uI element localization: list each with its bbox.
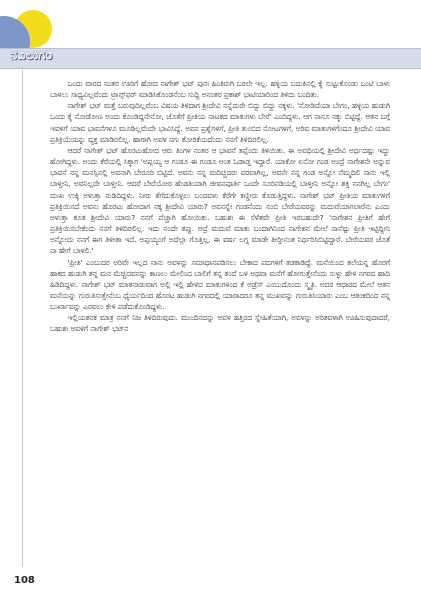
paragraph: ಆದರೆ ನಾಗೇಶ್ ಭಟ್ ಹೊರಟುಹೋದ ಆರು ತಿಂಗಳ ನಂತರ ಆ ಭಾವನೆ ತಪ್ಪೆಂದು ತಿಳಿಯಿತು. ಈ ಅವಧಿಯಲ್ಲಿ ಶ್ರೀದೇವಿ ಅರ್ಧದಷ್ಟು ಇದ್ದು ಹೋಗಿದ್ದಳು. ಅಂದು ಕೆರೆಯಲ್ಲಿ ಸಿಕ್ಕಾಗ 'ಅಪ್ಪಯ್ಯ ಆ ಗಂಡೂ ಈ ಗಂಡೂ ಅಂತ ಓಡಾಡ್ತ ಇದ್ದಾರೆ. ಯಾಕೋ ಏನೋ ಗಂಡ ಅಂದ್ರೆ ನಾಗೇಶನೇ ಅನ್ನುವ ಭಾವನೆ ನನ್ನ ಮನಸ್ಸಿನಲ್ಲಿ ಅವನಾಗಿ ಬೇರೂರಿ ಬಿಟ್ಟಿದೆ. ಅವನು ನನ್ನ ಮದಿಚ್ಚಿದರು ಪರವಾಗಿಲ್ಲ, ಅವನೇ ನನ್ನ ಗಂಡ ಅನ್ನೋ ನೆಮ್ಮದಿಲಿ ನಾನು ಇಲ್ಲಿ ಬಾಳ್ತೀನಿ, ಅವನಿಲ್ಲದೇ ಬಾಳ್ತೀನಿ. ಆದರೆ ಬೇರೆಯೋರ ಹೆಂಡತಿಯಾಗಿ ಜೀವನಪೂರ್ತಿ ಒಂದೇ ಸೂರಿನಡಿಯಲ್ಲಿ ಬಾಳ್ತೀನಿ ಅನ್ನೋ ಶಕ್ತಿ ನನಗಿಲ್ಲ ಬೇಗಂ' ದುಃಖ ಉಕ್ಕಿ ಅಳುತ್ತಾ ನುಡಿದಿದ್ದಳು. ನೀರು ತೆಗೆದುಕೊಳ್ಳಲು ಬಂದವಳು ಕೆರೆಗೇ ಕಣ್ಣೀರು ಕೊಡುತ್ತಿದ್ದಳು. ನಾಗೇಶ್ ಭಟ್ ಪ್ರೀತಿಯ ಮಾತುಗಳಿಗೆ ಪ್ರತಿಕ್ರಿಯಿಸದೆ ಅವನು ಹೊರಟು ಹೋದಾಗ ನಕ್ಕ ಶ್ರೀದೇವಿ ಯಾರು? ಅವನನ್ನೇ ಗಂಡನೆಂದು ನಂಬಿ ಬೇರೆಯವರನ್ನು ಮದುವೆಯಾಗಲಾರೆನು ಎಂದು ಅಳುತ್ತಾ ಕೂತ ಶ್ರೀದೇವಿ ಯಾರು? ನನಗೆ ಪೆಚ್ಚಾಗಿ ಹೋಯಿತು. ಬಹುಶಃ ಈ ಸೆಳೆತವೇ ಪ್ರೀತಿ ಇರಬಹುದೇ? 'ನಾಗೇಶನ ಪ್ರೀತಿಗೆ ಹೇಗೆ ಪ್ರತಿಕ್ರಿಯಿಸಬೇಕೆಂದು ನನಗೆ ತಿಳಿದಿರಲಿಲ್ಲ. ಇದು ನಂದೇ ತಪ್ಪು. ಅದ್ರೆ ಮದುವೆ ಮಾತು ಬಂದಾಗಿನಿಂದ ನಾಗೇಶನ ಮೇಲೆ ನಾನೆಷ್ಟು ಪ್ರೀತಿ ಇಟ್ಟಿದ್ದೀನಿ ಅನ್ನೋದು ನನಗೆ ಈಗ ತಿಳೀತಾ ಇದೆ. ಅಪ್ಪಯ್ಯಂಗೆ ಅದೆಲ್ಲಾ ಗೊತ್ತಿಲ್ಲ. ಈ ವರ್ಷ ಲಗ್ನ ಮಾಡೇ ತೀರ್‍ತೀನಂತ ನಿರ್ಧರಿಸಿಬಿಟ್ಟಿದ್ದಾರೆ. ಬೇರೆಯವರ ಜೊತೆ ನಾ ಹೇಗೆ ಬಾಳಲಿ.': [50, 145, 390, 256]
page-number: 108: [14, 575, 35, 586]
paragraph: ಇಲ್ಲಿಯತನಕ ಮಾತ್ರ ನನಗೆ ನಿಜ ತಿಳಿದಿರುವುದು. ಮುಂದಿನದನ್ನು ಅವಳ ಹತ್ತಿರದ ಸ್ನೇಹಿತೆಯಾಗಿ, ಅವಳನ್ನು ಅರಿತವಳಾಗಿ ಊಹಿಸುವುದಾದರೆ, ಬಹುಶಃ ಅವಳಿಗೆ ನಾಗೇಶ್ ಭಟ್‌ನ: [50, 313, 390, 334]
paragraph: 'ಪ್ರೀತಿ' ಎಂಬುದರ ಅರಿವೇ ಇಲ್ಲದ ನಾನು ಅವಳನ್ನು ಸಮಾಧಾನಪಡಿಸಲು ಬೇಕಾದ ಪದಗಳಿಗೆ ತಡಕಾಡಿದ್ದೆ. ಮನೆಯಿಂದ ತಲೆಯನ್ನ ಹೊರಗೆ ಹಾಕದ ಹುಡುಗಿ ತನ್ನ ಮನ ಮೆಚ್ಚಿದವನನ್ನು ಕಾಣಲು ಮೇಲಿಂದ ಬಾಲಿಗೆ ತನ್ನ ತಂದೆ ಬಳಿ ಅಥವಾ ಮನೆಗೆ ಹೋಗುತ್ತೇನೆಂದು ಸುಳ್ಳು ಹೇಳಿ ನಗರದ ಹಾದಿ ಹಿಡಿದಿದ್ದಳು. ನಾಗೇಶ್ ಭಟ್ ಮಾತನಾಡುವಾಗ ಅಲ್ಲಿ ಇಲ್ಲಿ ಹೇಳಿದ ಮಾತುಗಳಿಂದ ಕೆ ಅಡ್ರೆಸ್ ಎಂಬುದೊಂದು ಸ್ಮೃತಿ. ಅದರ ಆಧಾರದ ಮೇಲೆ ಆತನ ಮನೆಯನ್ನು ಗುರುತಿಸುತ್ತೇನೆಂಬ ಧೈರ್ಯದಿಂದ ಹೊರಟ ಹುಡುಗಿ ನಗರದಲ್ಲಿ ಯಾರಾದರೂ ತನ್ನ ಮುಖವನ್ನು ಗುರುತಿಸಿಯಾರು ಎಂಬ ಆತಂಕದಿಂದ ನನ್ನ ಬುರ್ಖಾವನ್ನು ಎರವಲು ಕೇಳಿ ಪಡೆದುಕೊಂಡಿದ್ದಳು.: [50, 257, 390, 312]
header-band: [0, 48, 421, 69]
margin-rule: [22, 67, 23, 567]
paragraph: ನಾಗೇಶ್ ಭಟ್ ಮತ್ತೆ ಬರುವುದಿಲ್ಲವೆಂಬ ವಿಷಯ ತಿಳಿದಾಗ ಶ್ರೀದೇವಿ ನನ್ನೆದುರೇ ಬಿದ್ದು ಬಿದ್ದು ನಕ್ಕಳು. 'ನೋಡಿದೆಯಾ ಬೇಗಂ, ಹಳ್ಳಿಯ ಹುಡುಗಿ ಒಂದು ಕೈ ನೋಡೋಣ ಅಂದು ಕೊಂಡಿದ್ದನೇನೋ, ಜೊತೆಗೆ ಪ್ರೀತಿಯ ನಾಟಕದ ಮಾತುಗಳು ಬೇರೆ' ಎಂದಿದ್ದಳು. ಆಗ ನಾನೂ ನಕ್ಕು ಬಿಟ್ಟಿದ್ದೆ. ಆತನ ಬಗ್ಗೆ ಇವಳಿಗೆ ಯಾವ ಭಾವನೆಗಳೂ ಮೂಡಿಲ್ಲವೆಂದೇ ಭಾವಿಸಿದ್ದೆ. ಅವನ ಪ್ರಶ್ನೆಗಳಿಗೆ, ಪ್ರೀತಿ ತುಂಬಿದ ನೋಟಗಳಿಗೆ, ಅರಿವ ಮಾತುಗಳಿಗೆಂದೂ ಶ್ರೀದೇವಿ ಯಾವ ಪ್ರತಿಕ್ರಿಯೆಯನ್ನು ವ್ಯಕ್ತ ಮಾಡಿರಲಿಲ್ಲ. ಹಾಗಾಗಿ ಅವಳ ನಗು ತೋರಿಕೆಯದೆಂದು ನನಗೆ ತಿಳಿದಿರಲಿಲ್ಲ.: [50, 101, 390, 144]
article-body: [50, 78, 390, 578]
paragraph: ಒಂದು ವಾರದ ನಂತರ ಊರಿಗೆ ಹೋದ ನಾಗೇಶ್ ಭಟ್ ಪುನಃ ಹಿಂತಿರುಗಿ ಬರಲೇ ಇಲ್ಲ. ಹಳ್ಳಿಯ ಬದುಕಿನಲ್ಲಿ ಕೈ ಸುಟ್ಟುಕೊಂಡು ಒಂಟಿ ಬಾಳು ಬಾಳಲು ಸಾಧ್ಯವಿಲ್ಲವೆಂದು ಟ್ರಾನ್ಸ್‌ಫರ್ ಮಾಡಿಸಿಕೊಂಡನೆಂಬ ಸುದ್ದಿ ಅನಂತರ ಪ್ರಕಾಶ್ ಭಾಟಿಯಾರಿಂದ ತಿಳಿದು ಬಂದಿತು.: [50, 79, 390, 100]
section-title: ನವಿಲುಗರಿ: [10, 48, 53, 63]
